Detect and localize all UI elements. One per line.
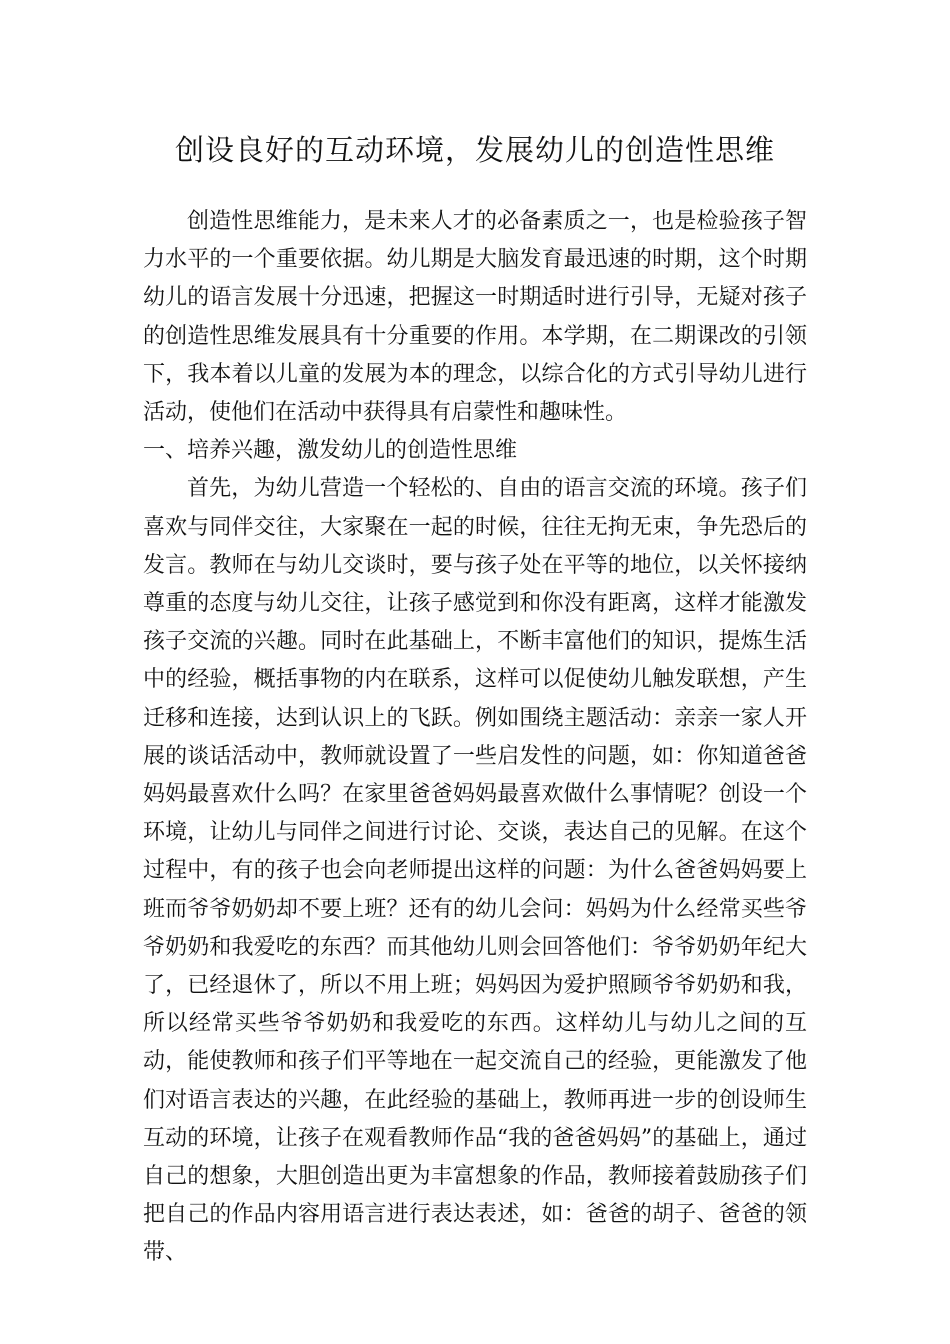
section-heading-1: 一、培养兴趣，激发幼儿的创造性思维 [143, 438, 518, 464]
intro-paragraph: 创造性思维能力，是未来人才的必备素质之一，也是检验孩子智力水平的一个重要依据。幼儿期是大脑发育最迅速的时期，这个时期幼儿的语言发展十分迅速，把握这一时期适时进行引导，无疑对孩子的创造性思维发展具有十分重要的作用。本学期，在二期课改的引领下，我本着以儿童的发展为本的理念，以综合化的方式引导幼儿进行活动，使他们在活动中获得具有启蒙性和趣味性。 [143, 209, 807, 426]
document-body [143, 203, 807, 1273]
section-1-paragraph: 首先，为幼儿营造一个轻松的、自由的语言交流的环境。孩子们喜欢与同伴交往，大家聚在一起的时候，往往无拘无束，争先恐后的发言。教师在与幼儿交谈时，要与孩子处在平等的地位，以关怀接纳尊重的态度与幼儿交往，让孩子感觉到和你没有距离，这样才能激发孩子交流的兴趣。同时在此基础上，不断丰富他们的知识，提炼生活中的经验，概括事物的内在联系，这样可以促使幼儿触发联想，产生迁移和连接，达到认识上的飞跃。例如围绕主题活动：亲亲一家人开展的谈话活动中，教师就设置了一些启发性的问题，如：你知道爸爸妈妈最喜欢什么吗？在家里爸爸妈妈最喜欢做什么事情呢？创设一个环境，让幼儿与同伴之间进行讨论、交谈，表达自己的见解。在这个过程中，有的孩子也会向老师提出这样的问题：为什么爸爸妈妈要上班而爷爷奶奶却不要上班？还有的幼儿会问：妈妈为什么经常买些爷爷奶奶和我爱吃的东西？而其他幼儿则会回答他们：爷爷奶奶年纪大了，已经退休了，所以不用上班；妈妈因为爱护照顾爷爷奶奶和我，所以经常买些爷爷奶奶和我爱吃的东西。这样幼儿与幼儿之间的互动，能使教师和孩子们平等地在一起交流自己的经验，更能激发了他们对语言表达的兴趣，在此经验的基础上，教师再进一步的创设师生互动的环境，让孩子在观看教师作品“我的爸爸妈妈”的基础上，通过自己的想象，大胆创造出更为丰富想象的作品，教师接着鼓励孩子们把自己的作品内容用语言进行表达表述，如：爸爸的胡子、爸爸的领带、 [143, 476, 807, 1266]
document-title: 创设良好的互动环境，发展幼儿的创造性思维 [174, 133, 775, 167]
